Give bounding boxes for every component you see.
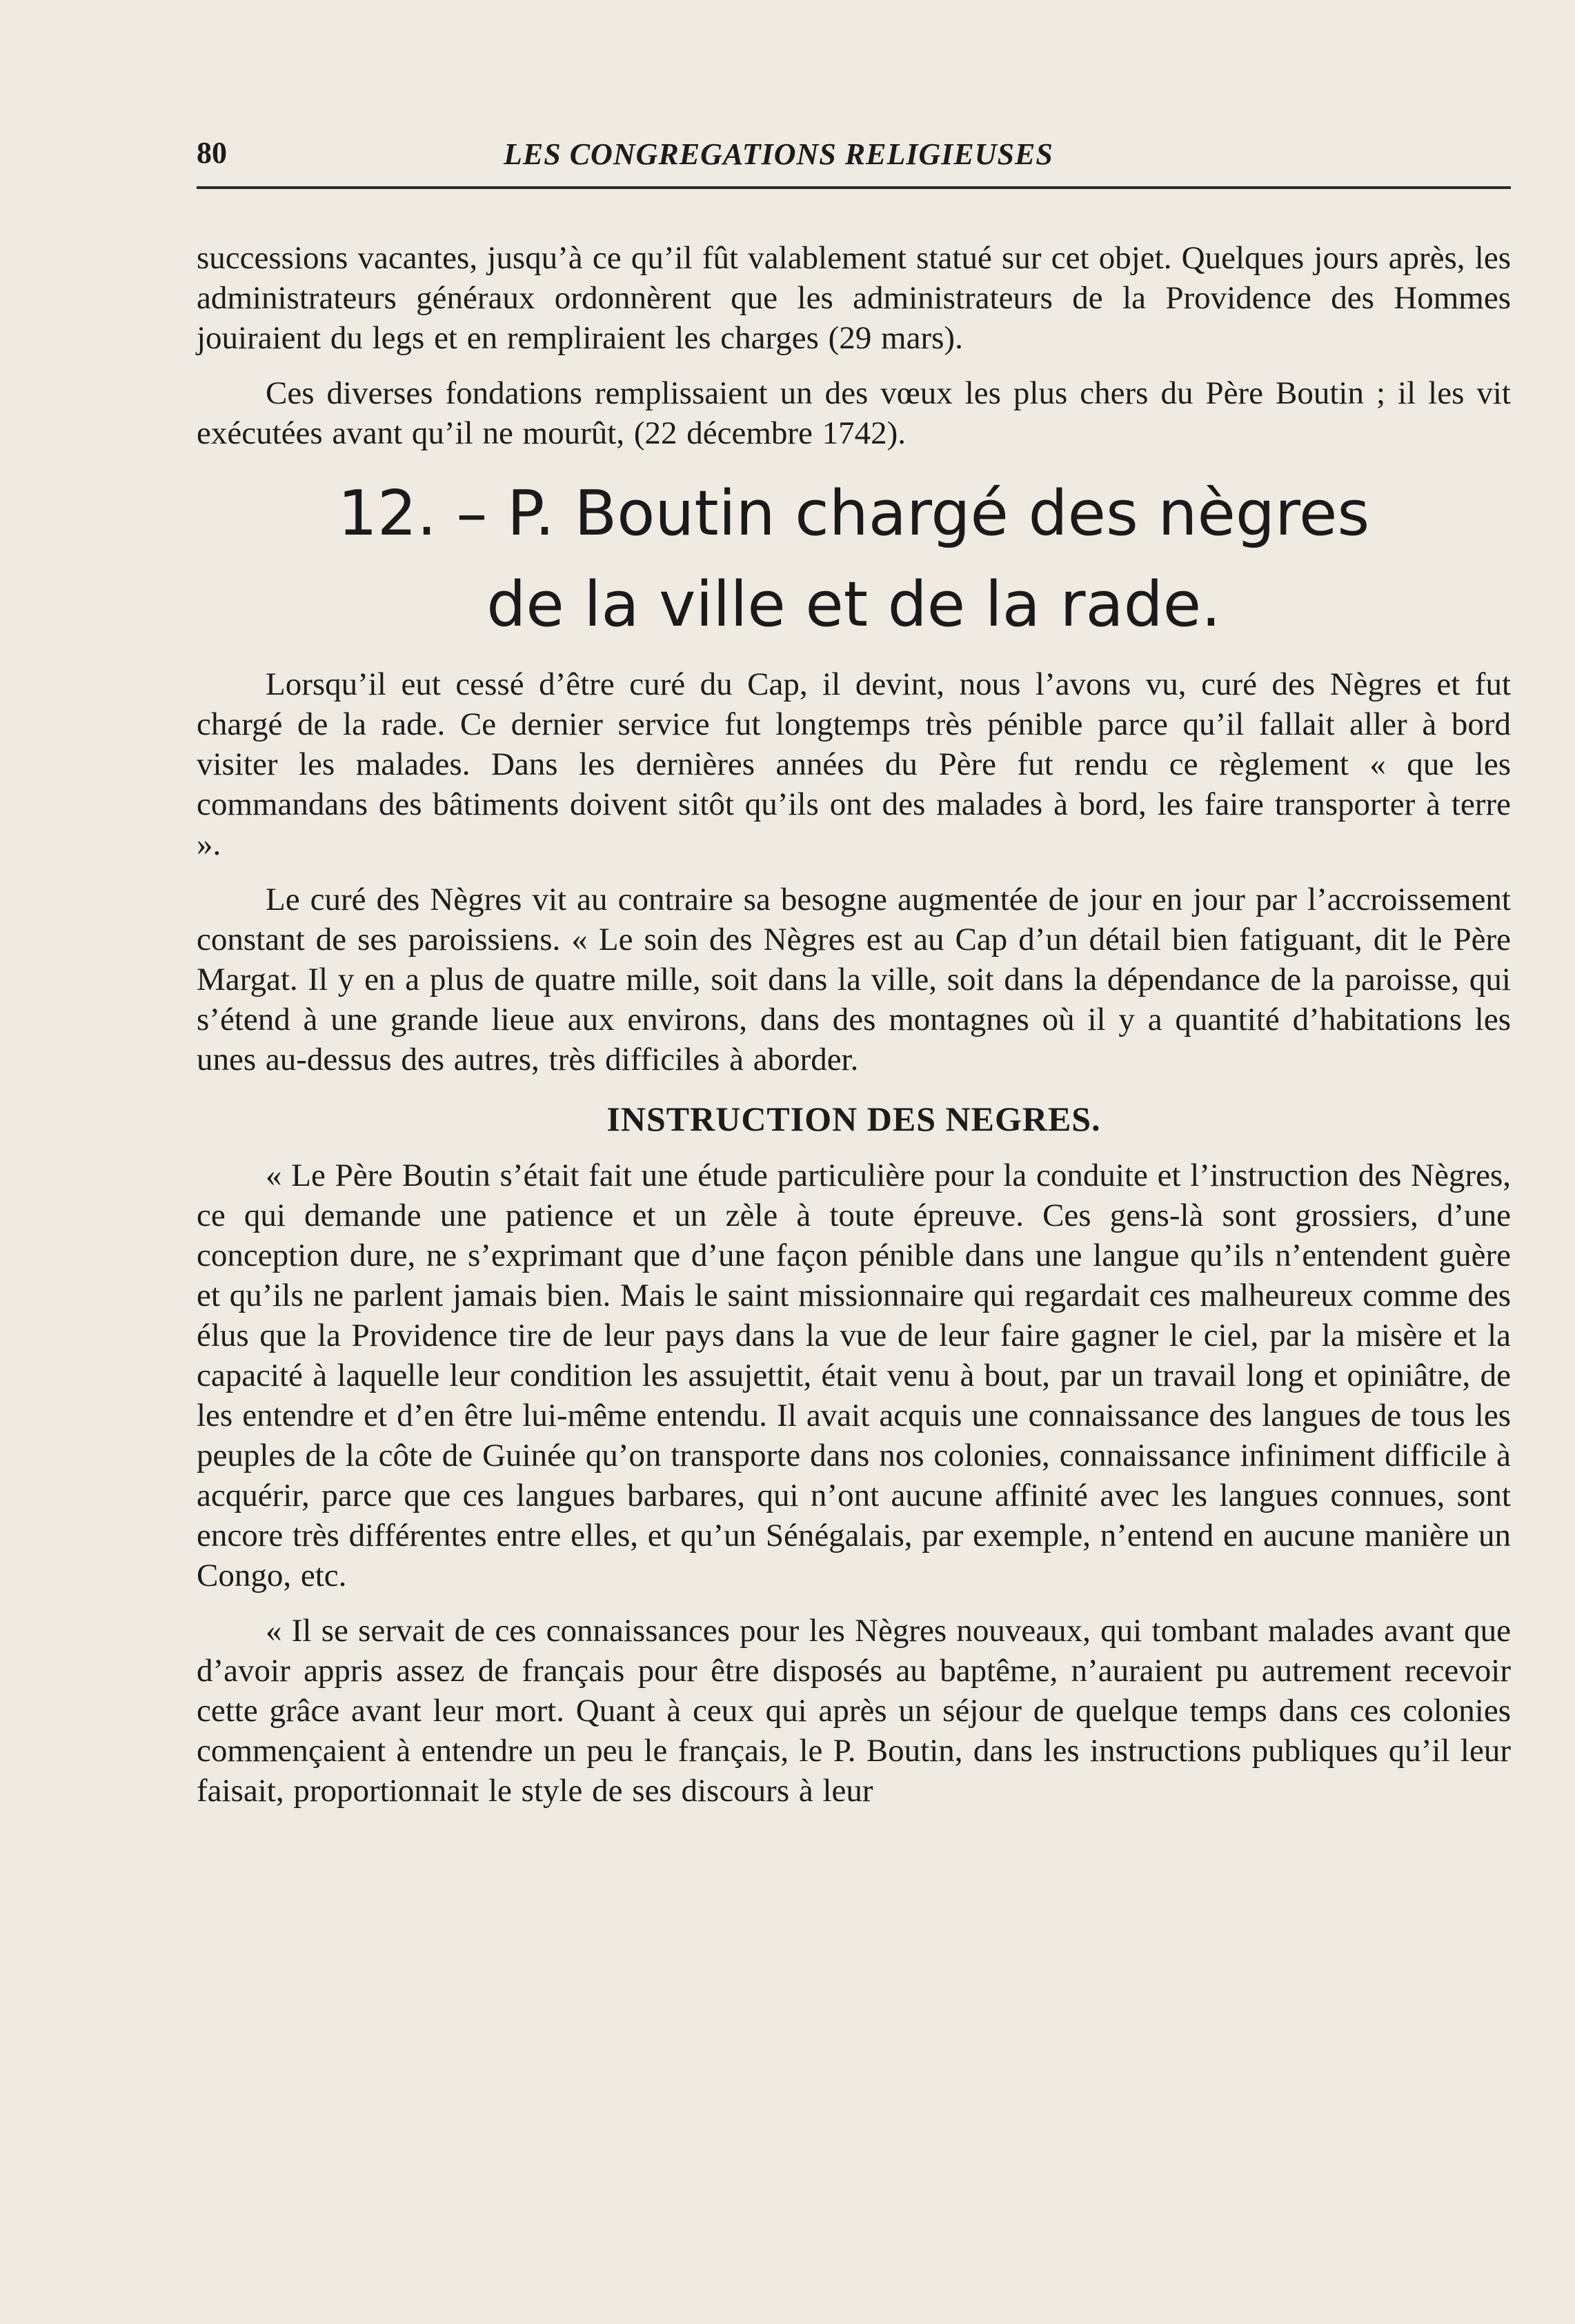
paragraph-4: Le curé des Nègres vit au contraire sa besogne augmentée de jour en jour par l’accroissement constant de ses paroissiens. « Le soin des Nègres est au Cap d’un détail bien fatiguant, dit le Père Margat. Il y en a plus de quatre mille, soit dans la ville, soit dans la dépendance de la paroisse, qui s’étend à une grande lieue aux environs, dans des montagnes où il y a quantité d’habitations les unes au-dessus des autres, très difficiles à aborder. [197, 882, 1511, 1077]
paragraph-6: « Il se servait de ces connaissances pour les Nègres nouveaux, qui tombant malades avant que d’avoir appris assez de français pour être disposés au baptême, n’auraient pu autrement recevoir cette grâce avant leur mort. Quant à ceux qui après un séjour de quelque temps dans ces colonies commençaient à entendre un peu le français, le P. Boutin, dans les instructions publiques qu’il leur faisait, proportionnait le style de ses discours à leur [197, 1613, 1511, 1809]
paragraph-2: Ces diverses fondations remplissaient un des vœux les plus chers du Père Boutin ; il les vit exécutées avant qu’il ne mourût, (22 décembre 1742). [197, 375, 1511, 451]
page-header [197, 131, 1511, 189]
chapter-heading-line-2: de la ville et de la rade. [486, 568, 1221, 641]
page-body [197, 238, 1511, 1826]
chapter-heading-line-1: 12. – P. Boutin chargé des nègres [337, 477, 1370, 550]
paragraph-3: Lorsqu’il eut cessé d’être curé du Cap, il devint, nous l’avons vu, curé des Nègres et fut chargé de la rade. Ce dernier service fut longtemps très pénible parce qu’il fallait aller à bord visiter les malades. Dans les dernières années du Père fut rendu ce règlement « que les commandans des bâtiments doivent sitôt qu’ils ont des malades à bord, les faire transporter à terre ». [197, 666, 1511, 862]
chapter-heading [197, 468, 1511, 650]
running-title: LES CONGREGATIONS RELIGIEUSES [504, 137, 1053, 171]
paragraph-5: « Le Père Boutin s’était fait une étude particulière pour la conduite et l’instruction des Nègres, ce qui demande une patience et un zèle à toute épreuve. Ces gens-là sont grossiers, d’une conception dure, ne s’exprimant que d’une façon pénible dans une langue qu’ils n’entendent guère et qu’ils ne parlent jamais bien. Mais le saint missionnaire qui regardait ces malheureux comme des élus que la Providence tire de leur pays dans la vue de leur faire gagner le ciel, par la misère et la capacité à laquelle leur condition les assujettit, était venu à bout, par un travail long et opiniâtre, de les entendre et d’en être lui-même entendu. Il avait acquis une connaissance des langues de tous les peuples de la côte de Guinée qu’on transporte dans nos colonies, connaissance infiniment difficile à acquérir, parce que ces langues barbares, qui n’ont aucune affinité avec les langues connues, sont encore très différentes entre elles, et qu’un Sénégalais, par exemple, n’entend en aucune manière un Congo, etc. [197, 1158, 1511, 1593]
section-heading: INSTRUCTION DES NEGRES. [606, 1100, 1101, 1138]
page-number: 80 [197, 136, 227, 170]
paragraph-1: successions vacantes, jusqu’à ce qu’il fût valablement statué sur cet objet. Quelques jours après, les administrateurs généraux ordonnèrent que les administrateurs de la Providence des Hommes jouiraient du legs et en rempliraient les charges (29 mars). [197, 240, 1511, 356]
